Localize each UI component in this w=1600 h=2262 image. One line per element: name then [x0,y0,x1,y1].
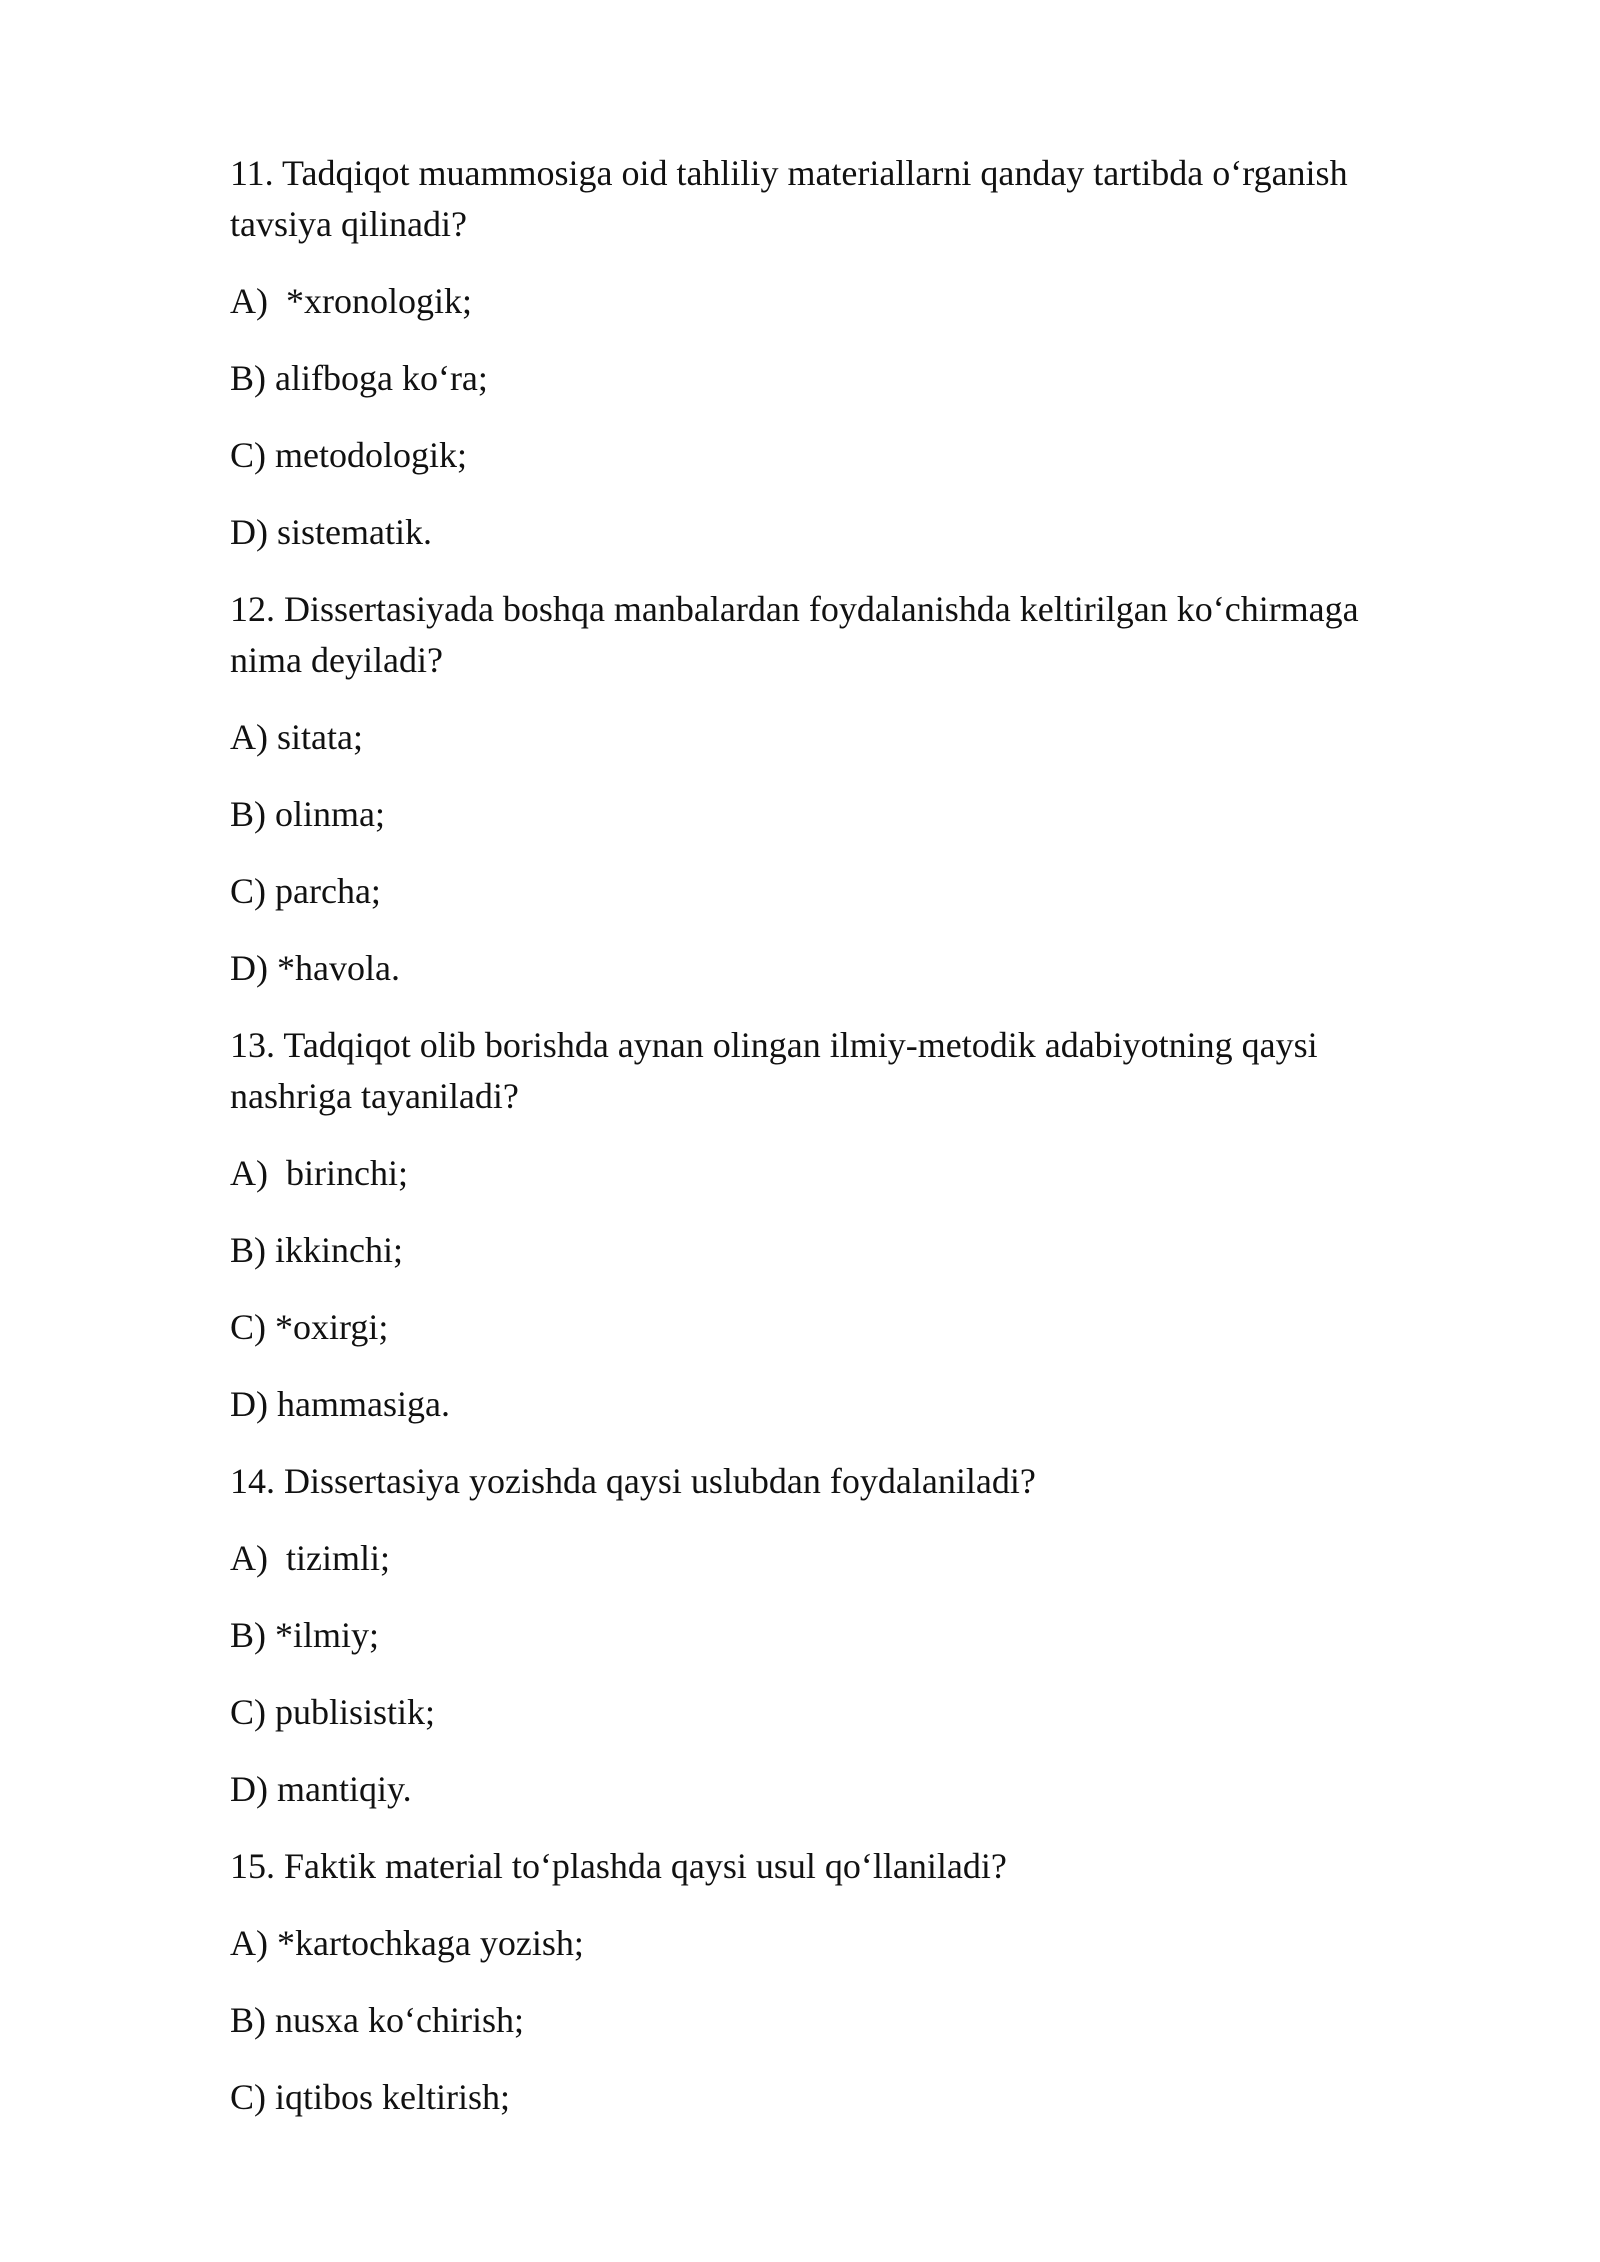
question-block-14 [230,1456,1430,1815]
option-c: C) metodologik; [230,435,467,475]
option-a: A) tizimli; [230,1538,390,1578]
question-block-15 [230,1841,1430,2123]
option-b: B) *ilmiy; [230,1615,380,1655]
option-c: C) parcha; [230,871,381,911]
option-c: C) iqtibos keltirish; [230,2077,511,2117]
option-b: B) alifboga ko‘ra; [230,358,488,398]
option-b: B) ikkinchi; [230,1230,403,1270]
question-text: 13. Tadqiqot olib borishda aynan olingan ilmiy-metodik adabiyotning qaysi nashriga tayaniladi? [230,1025,1318,1116]
option-d: D) hammasiga. [230,1384,450,1424]
document-page [230,148,1430,2149]
option-d: D) sistematik. [230,512,432,552]
question-text: 14. Dissertasiya yozishda qaysi uslubdan foydalaniladi? [230,1461,1036,1501]
option-b: B) nusxa ko‘chirish; [230,2000,524,2040]
option-a: A) sitata; [230,717,363,757]
option-c: C) publisistik; [230,1692,436,1732]
option-a: A) *xronologik; [230,281,472,321]
question-block-12 [230,584,1430,994]
option-a: A) birinchi; [230,1153,408,1193]
question-block-13 [230,1020,1430,1430]
question-text: 15. Faktik material to‘plashda qaysi usul qo‘llaniladi? [230,1846,1007,1886]
option-d: D) mantiqiy. [230,1769,412,1809]
option-c: C) *oxirgi; [230,1307,389,1347]
question-text: 12. Dissertasiyada boshqa manbalardan foydalanishda keltirilgan ko‘chirmaga nima deyiladi? [230,589,1359,680]
option-a: A) *kartochkaga yozish; [230,1923,584,1963]
option-d: D) *havola. [230,948,400,988]
option-b: B) olinma; [230,794,385,834]
question-text: 11. Tadqiqot muammosiga oid tahliliy materiallarni qanday tartibda o‘rganish tavsiya qilinadi? [230,153,1348,244]
question-block-11 [230,148,1430,558]
